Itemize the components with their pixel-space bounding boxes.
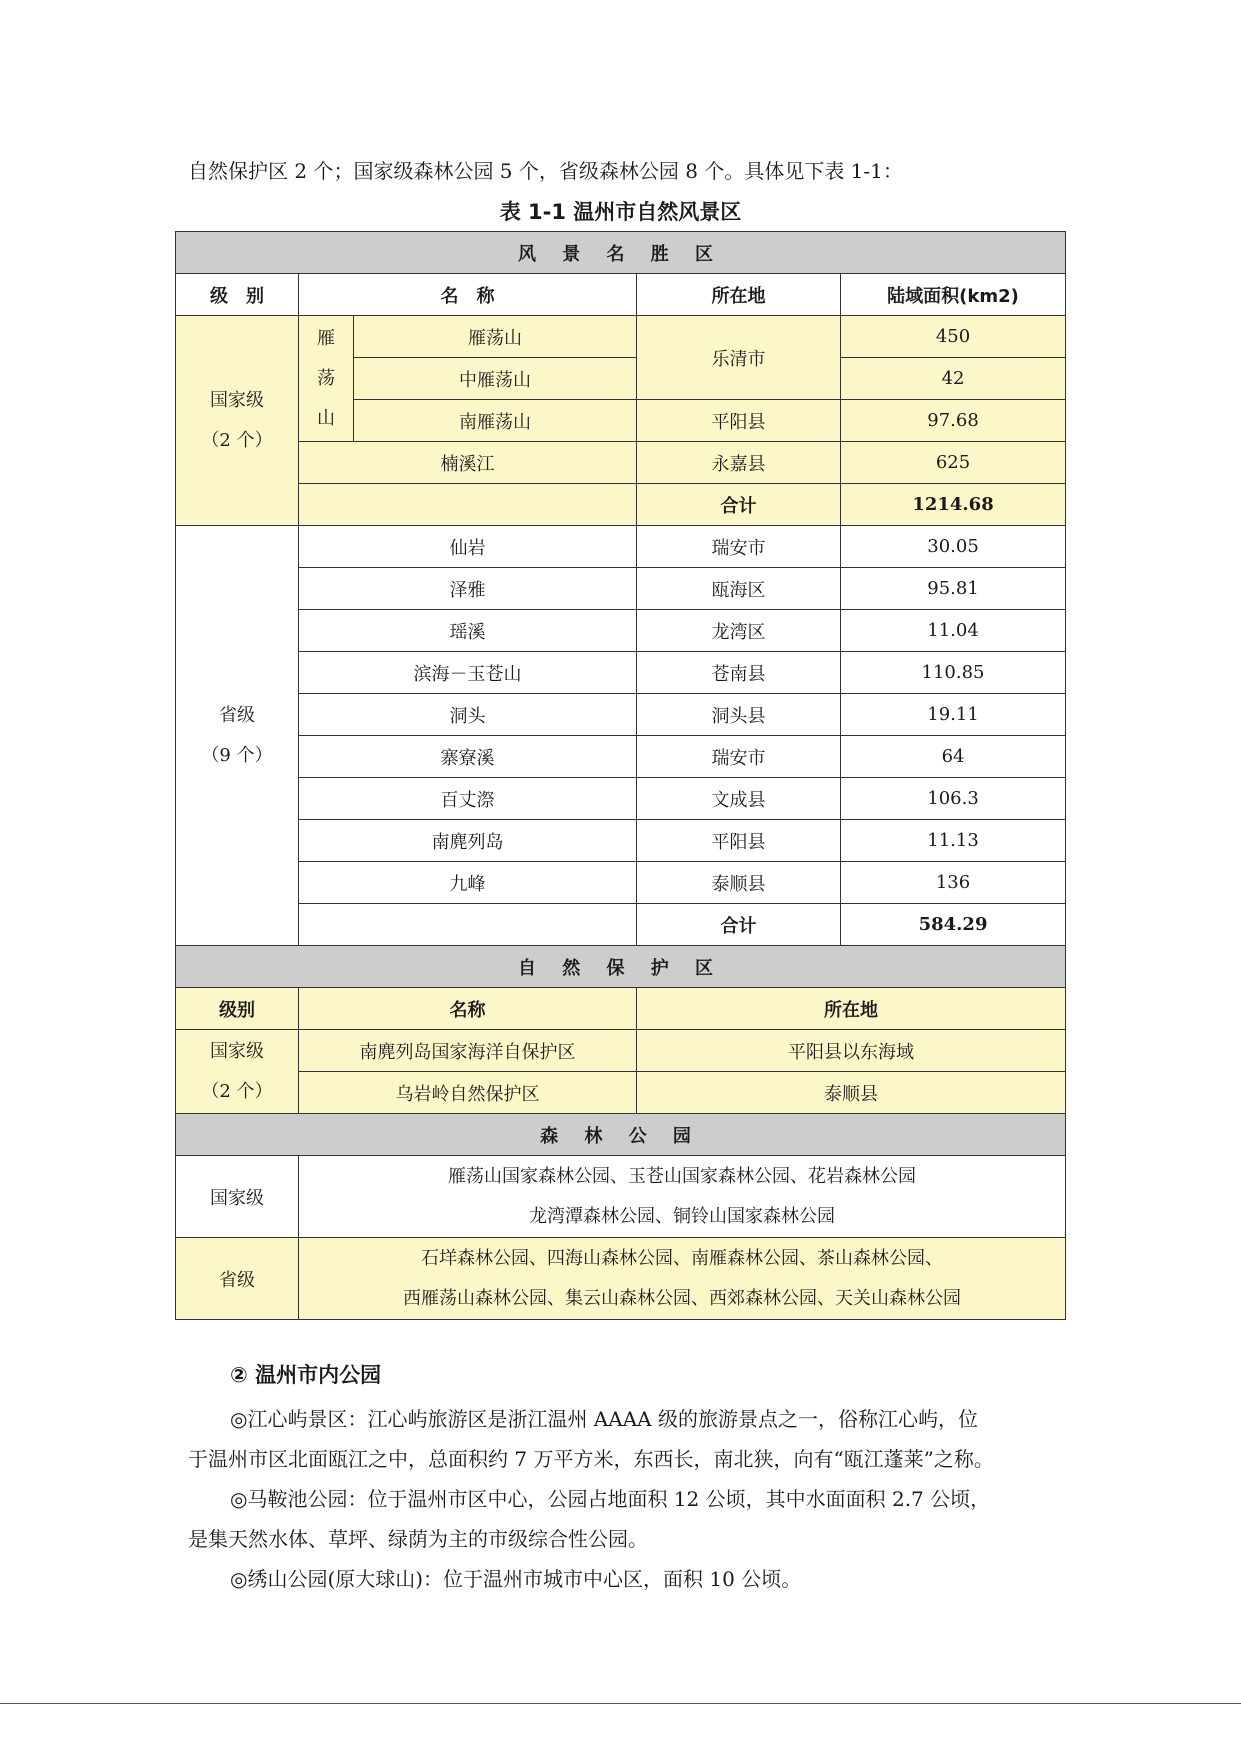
section-reserve-title: 自 然 保 护 区 [176, 946, 1066, 988]
provincial-location: 瑞安市 [637, 736, 841, 778]
forest-provincial-line: 西雁荡山森林公园、集云山森林公园、西郊森林公园、天关山森林公园 [403, 1287, 962, 1309]
national-area: 42 [841, 358, 1066, 400]
provincial-location: 龙湾区 [637, 610, 841, 652]
section-forest-title: 森 林 公 园 [176, 1114, 1066, 1156]
provincial-area: 30.05 [841, 526, 1066, 568]
scenic-area-table [175, 231, 1066, 1320]
reserve-header-level: 级别 [176, 988, 299, 1030]
paragraph-line: ◎马鞍池公园：位于温州市区中心，公园占地面积 12 公顷，其中水面面积 2.7 公顷， [230, 1487, 991, 1511]
provincial-area: 11.13 [841, 820, 1066, 862]
header-name: 名 称 [299, 274, 637, 316]
section2-heading: ② 温州市内公园 [230, 1363, 382, 1387]
national-location: 乐清市 [637, 316, 841, 400]
national-location: 平阳县 [637, 400, 841, 442]
paragraph-line: ◎江心屿景区：江心屿旅游区是浙江温州 AAAA 级的旅游景点之一，俗称江心屿，位 [230, 1407, 978, 1431]
intro-text: 自然保护区 2 个；国家级森林公园 5 个，省级森林公园 8 个。具体见下表 1-1： [188, 159, 903, 183]
provincial-name: 瑶溪 [299, 610, 637, 652]
national-level-count: （2 个） [201, 429, 273, 451]
provincial-name: 仙岩 [299, 526, 637, 568]
provincial-area: 136 [841, 862, 1066, 904]
provincial-name: 寨寮溪 [299, 736, 637, 778]
provincial-area: 64 [841, 736, 1066, 778]
provincial-total-blank [299, 904, 637, 946]
national-level-cell [176, 316, 299, 526]
provincial-area: 19.11 [841, 694, 1066, 736]
provincial-name: 九峰 [299, 862, 637, 904]
forest-provincial-level: 省级 [176, 1238, 299, 1320]
provincial-location: 瑞安市 [637, 526, 841, 568]
reserve-name: 乌岩岭自然保护区 [299, 1072, 637, 1114]
provincial-total-label: 合计 [637, 904, 841, 946]
national-area: 625 [841, 442, 1066, 484]
national-name: 楠溪江 [299, 442, 637, 484]
header-location: 所在地 [637, 274, 841, 316]
yandang-group-cell [299, 316, 354, 442]
national-total-blank [299, 484, 637, 526]
provincial-level-count: （9 个） [201, 744, 273, 766]
header-level: 级 别 [176, 274, 299, 316]
provincial-area: 110.85 [841, 652, 1066, 694]
provincial-name: 泽雅 [299, 568, 637, 610]
national-area: 450 [841, 316, 1066, 358]
national-total-value: 1214.68 [841, 484, 1066, 526]
national-name: 雁荡山 [354, 316, 637, 358]
provincial-name: 百丈漈 [299, 778, 637, 820]
reserve-level-count: （2 个） [201, 1080, 273, 1102]
reserve-level-cell [176, 1030, 299, 1114]
provincial-level-cell [176, 526, 299, 946]
provincial-location: 苍南县 [637, 652, 841, 694]
provincial-area: 95.81 [841, 568, 1066, 610]
header-area: 陆域面积(km2) [841, 274, 1066, 316]
section-scenic-title: 风 景 名 胜 区 [176, 232, 1066, 274]
reserve-header-name: 名称 [299, 988, 637, 1030]
provincial-location: 洞头县 [637, 694, 841, 736]
forest-national-line: 雁荡山国家森林公园、玉苍山国家森林公园、花岩森林公园 [448, 1165, 917, 1187]
forest-provincial-line: 石垟森林公园、四海山森林公园、南雁森林公园、茶山森林公园、 [421, 1247, 944, 1269]
provincial-area: 106.3 [841, 778, 1066, 820]
provincial-name: 滨海－玉苍山 [299, 652, 637, 694]
forest-national-level: 国家级 [176, 1156, 299, 1238]
reserve-level-label: 国家级 [210, 1040, 264, 1062]
provincial-total-value: 584.29 [841, 904, 1066, 946]
table-caption: 表 1-1 温州市自然风景区 [499, 200, 742, 224]
national-total-label: 合计 [637, 484, 841, 526]
reserve-name: 南麂列岛国家海洋自保护区 [299, 1030, 637, 1072]
paragraph-line: ◎绣山公园(原大球山)：位于温州市城市中心区，面积 10 公顷。 [230, 1567, 802, 1591]
forest-national-parks [299, 1156, 1066, 1238]
yandang-char: 荡 [317, 367, 335, 389]
page-footer-rule [0, 1703, 1241, 1704]
paragraph-line: 是集天然水体、草坪、绿荫为主的市级综合性公园。 [188, 1527, 648, 1551]
reserve-header-location: 所在地 [637, 988, 1066, 1030]
yandang-char: 山 [317, 407, 335, 429]
provincial-area: 11.04 [841, 610, 1066, 652]
national-name: 南雁荡山 [354, 400, 637, 442]
provincial-location: 平阳县 [637, 820, 841, 862]
provincial-location: 文成县 [637, 778, 841, 820]
national-name: 中雁荡山 [354, 358, 637, 400]
provincial-name: 南麂列岛 [299, 820, 637, 862]
provincial-location: 泰顺县 [637, 862, 841, 904]
forest-national-line: 龙湾潭森林公园、铜铃山国家森林公园 [529, 1205, 836, 1227]
provincial-name: 洞头 [299, 694, 637, 736]
national-location: 永嘉县 [637, 442, 841, 484]
national-level-label: 国家级 [210, 389, 264, 411]
yandang-char: 雁 [317, 327, 335, 349]
paragraph-line: 于温州市区北面瓯江之中，总面积约 7 万平方米，东西长，南北狭，向有“瓯江蓬莱”之称。 [188, 1447, 994, 1471]
provincial-level-label: 省级 [219, 704, 255, 726]
reserve-location: 平阳县以东海域 [637, 1030, 1066, 1072]
forest-provincial-parks [299, 1238, 1066, 1320]
national-area: 97.68 [841, 400, 1066, 442]
reserve-location: 泰顺县 [637, 1072, 1066, 1114]
provincial-location: 瓯海区 [637, 568, 841, 610]
